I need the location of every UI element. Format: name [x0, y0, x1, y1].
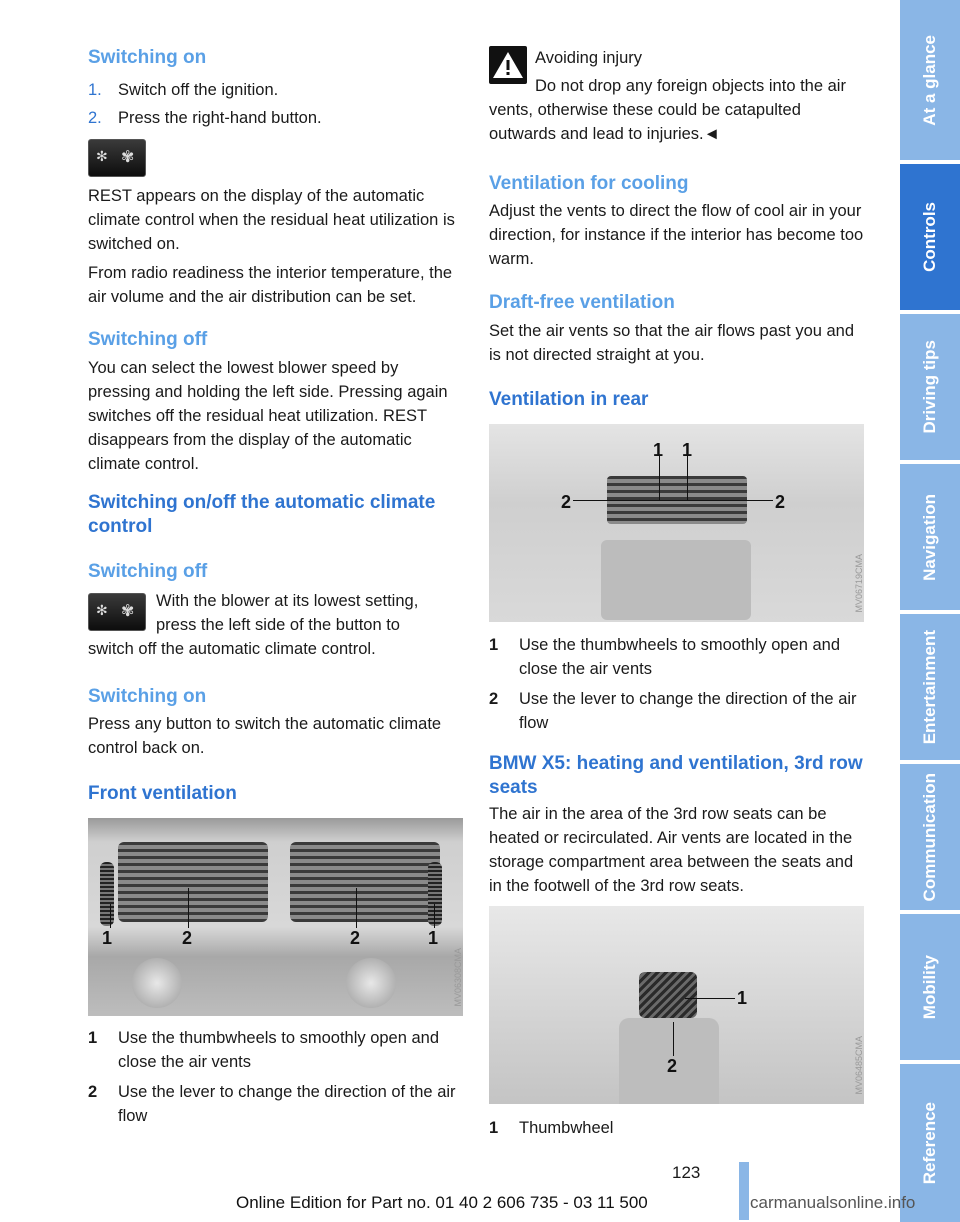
heading-switching-on-2: Switching on	[88, 686, 207, 707]
callout-label: 2	[667, 1056, 678, 1076]
heading-ventilation-cooling: Ventilation for cooling	[489, 173, 689, 194]
list-item	[489, 1116, 865, 1140]
paragraph-blower-line3: switch off the automatic climate control.	[88, 640, 376, 658]
paragraph-rest-appears: REST appears on the display of the automatic climate control when the residual heat utilization is switched on.	[88, 187, 455, 253]
callout-label: 2	[182, 928, 193, 948]
front-legend	[88, 1026, 463, 1128]
fan-small-icon: ✻	[96, 148, 108, 164]
third-row-vent	[639, 972, 697, 1018]
callout-label: 2	[775, 492, 786, 512]
callout-label: 2	[350, 928, 361, 948]
image-code: MV06719CMA	[854, 554, 864, 613]
legend-text: Thumbwheel	[519, 1119, 614, 1137]
footer-site: carmanualsonline.info	[750, 1193, 916, 1212]
page-number: 123	[672, 1163, 701, 1182]
paragraph-lowest-speed: You can select the lowest blower speed by pressing and holding the left side. Pressing again switches off the residual heat utilization. REST disappears from the display of the automatic climate control.	[88, 359, 448, 473]
page-number-bar	[739, 1162, 749, 1220]
tab-communication[interactable]	[900, 764, 960, 910]
leader-line	[110, 904, 111, 928]
tab-navigation[interactable]	[900, 464, 960, 610]
tab-mobility[interactable]	[900, 914, 960, 1060]
warning-title: Avoiding injury	[535, 49, 643, 67]
tab-label: Navigation	[920, 493, 939, 581]
callout-label: 1	[737, 988, 748, 1008]
legend-number: 2	[88, 1083, 98, 1101]
fan-large-icon: ✾	[121, 149, 135, 166]
fan-small-icon: ✻	[96, 602, 108, 618]
list-item	[88, 1080, 463, 1128]
list-item	[88, 1026, 463, 1074]
tab-label: Mobility	[920, 954, 939, 1020]
list-item	[489, 687, 865, 735]
legend-text: Use the lever to change the direction of the air flow	[118, 1083, 456, 1125]
legend-text: Use the lever to change the direction of the air flow	[519, 690, 857, 732]
heading-switching-on: Switching on	[88, 47, 207, 68]
heading-draft-free: Draft-free ventilation	[489, 292, 675, 313]
step-number: 1.	[88, 81, 102, 99]
heading-switching-off: Switching off	[88, 329, 208, 350]
legend-number: 1	[489, 1119, 499, 1137]
callout-label: 1	[102, 928, 113, 948]
leader-line	[573, 500, 773, 501]
step-text: Press the right-hand button.	[118, 109, 322, 127]
legend-text: Use the thumbwheels to smoothly open and close the air vents	[519, 636, 841, 678]
warning-text: Do not drop any foreign objects into the air vents, otherwise these could be catapulted outwards and lead to injuries.◄	[489, 77, 846, 143]
heading-front-ventilation: Front ventilation	[88, 783, 237, 804]
legend-text: Use the thumbwheels to smoothly open and close the air vents	[118, 1029, 440, 1071]
blower-button-image	[88, 139, 146, 177]
tab-label: Entertainment	[920, 629, 939, 745]
right-thumbwheel	[428, 862, 442, 926]
leader-line	[685, 998, 735, 999]
paragraph-blower-line1: With the blower at its lowest setting,	[156, 592, 419, 610]
heading-bmw-x5: BMW X5: heating and ventilation, 3rd row seats	[489, 753, 863, 798]
step-text: Switch off the ignition.	[118, 81, 279, 99]
step-number: 2.	[88, 109, 102, 127]
legend-number: 1	[88, 1029, 98, 1047]
tab-label: At a glance	[920, 34, 939, 126]
heading-auto-climate: Switching on/off the automatic climate control	[88, 492, 436, 537]
rear-console	[601, 540, 751, 620]
list-item	[88, 78, 463, 102]
front-ventilation-photo	[88, 818, 463, 1016]
footer-edition: Online Edition for Part no. 01 40 2 606 735 - 03 11 500	[236, 1193, 648, 1212]
callout-label: 1	[428, 928, 439, 948]
right-vent	[290, 842, 440, 922]
tab-label: Reference	[920, 1101, 939, 1185]
section-tabs	[900, 0, 960, 1222]
blower-button-image-2	[88, 593, 146, 631]
paragraph-draft-free: Set the air vents so that the air flows past you and is not directed straight at you.	[489, 322, 855, 364]
leader-line	[687, 456, 688, 500]
third-row-photo	[489, 906, 864, 1104]
paragraph-radio-readiness: From radio readiness the interior temperature, the air volume and the air distribution can be set.	[88, 264, 453, 306]
rear-legend	[489, 633, 865, 735]
leader-line	[434, 904, 435, 928]
left-knob	[132, 958, 182, 1008]
paragraph-cooling: Adjust the vents to direct the flow of cool air in your direction, for instance if the interior has become too warm.	[489, 202, 864, 268]
leader-line	[673, 1022, 674, 1056]
right-knob	[346, 958, 396, 1008]
list-item	[489, 633, 865, 681]
tab-entertainment[interactable]	[900, 614, 960, 760]
tab-controls[interactable]	[900, 164, 960, 310]
tab-at-a-glance[interactable]	[900, 0, 960, 160]
rear-ventilation-photo	[489, 424, 864, 622]
leader-line	[356, 888, 357, 928]
leader-line	[659, 456, 660, 500]
callout-label: 2	[561, 492, 572, 512]
callout-label: 1	[653, 440, 664, 460]
leader-line	[188, 888, 189, 928]
paragraph-bmw-x5: The air in the area of the 3rd row seats can be heated or recirculated. Air vents are located in the storage compartment area between the seats and in the footwell of the 3rd row seats.	[489, 805, 854, 895]
paragraph-blower-line2: press the left side of the button to	[156, 616, 400, 634]
tab-driving-tips[interactable]	[900, 314, 960, 460]
heading-ventilation-rear: Ventilation in rear	[489, 389, 649, 410]
tab-label: Driving tips	[920, 340, 939, 434]
list-item	[88, 106, 463, 130]
legend-number: 2	[489, 690, 499, 708]
x5-legend	[489, 1116, 865, 1140]
tab-label: Communication	[920, 772, 939, 902]
callout-label: 1	[682, 440, 693, 460]
steps-list	[88, 78, 463, 130]
heading-switching-off-2: Switching off	[88, 561, 208, 582]
image-code: MV06485CMA	[854, 1036, 864, 1095]
fan-large-icon: ✾	[121, 603, 135, 620]
left-thumbwheel	[100, 862, 114, 926]
legend-number: 1	[489, 636, 499, 654]
image-code: MV06308CMA	[453, 948, 463, 1007]
left-vent	[118, 842, 268, 922]
paragraph-press-any: Press any button to switch the automatic climate control back on.	[88, 715, 442, 757]
tab-label: Controls	[920, 202, 939, 272]
